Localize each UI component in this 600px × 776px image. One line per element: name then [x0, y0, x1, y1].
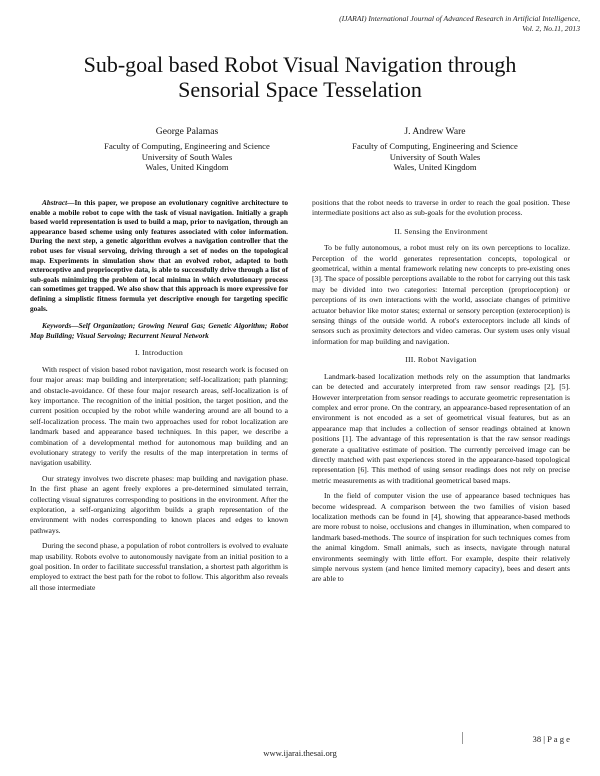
author-location: Wales, United Kingdom — [393, 162, 477, 173]
journal-header — [220, 14, 580, 33]
right-column — [312, 198, 570, 590]
author-university: University of South Wales — [141, 151, 233, 162]
intro-paragraph-1: With respect of vision based robot navigation, most research work is focused on four major areas: map building and interpretation; self-localization; path planning; and obstacle-avoidance. Of these four major research areas, self-localization is of key importance. The recognition of the initial position, the target position, and the current position occupied by the robot while wandering around are all bound to a self-localization process. The main two approaches used for robot localization are landmark based and appearance based techniques. In this paper, we describe a combination of a developmental method for autonomous map building and an evolutionary strategy to verify the results of the map interpretation in terms of navigation usability. — [30, 364, 288, 468]
navigation-paragraph-1: Landmark-based localization methods rely on the assumption that landmarks can be detected and accurately interpreted from raw sensor readings [2], [5]. However interpretation from sensor readings to accurate geometric representation is complex and error prone. On the contrary, an appearance-based representation of an environment is not encoded as a set of geometrical visual features, but as an appearance map that includes a collection of sensor readings obtained at known positions [1]. The advantage of this representation is that the raw sensor readings generate a qualitative estimate of position. The currently perceived image can be directly matched with past experiences stored in the appearance-based topological representation [6]. This method of using sensor readings does not rely on precise metric measurements as with traditional geometrical based maps. — [312, 371, 570, 485]
journal-name: (IJARAI) International Journal of Advanced Research in Artificial Intelligence, — [339, 14, 580, 23]
author-name: George Palamas — [155, 126, 219, 137]
abstract-text: —In this paper, we propose an evolutionary cognitive architecture to enable a mobile robot to cope with the task of visual navigation. Initially a graph based world representation is used to build a map, prior to navigation, through an appearance based scheme using only features associated with color information. During the next step, a genetic algorithm evolves a navigation controller that the robot uses for visual servoing, driving through a set of nodes on the topological map. Experiments in simulation show that an evolved robot, adapted to both exteroceptive and proprioceptive data, is able to successfully drive through a list of sub-goals minimizing the problem of local minima in which evolutionary process can sometimes get trapped. We also show that this approach is more expressive for defining a simplistic fitness formula yet descriptive enough for targeting specific goals. — [30, 198, 288, 313]
navigation-paragraph-2: In the field of computer vision the use of appearance based techniques has become widespread. A comparison between the two families of vision based localization methods can be found in [4], showing that appearance-based methods are more robust to noise, occlusions and changes in illumination, when compared to landmark based-methods. The source of inspiration for such techniques comes from the animal kingdom. Small animals, such as insects, navigate through natural environments seemingly with little effort. For example, despite their relatively simple nervous system (and hence limited memory capacity), bees and desert ants are able to — [312, 491, 570, 584]
intro-paragraph-3: During the second phase, a population of robot controllers is evolved to evaluate map usability. Robots evolve to autonomously navigate from an initial position to a goal position. In order to facilitate successful translation, a shortest path algorithm is employed to extract the best path for the robot to follow. This algorithm also reveals all those intermediate — [30, 541, 288, 592]
paper-title — [30, 52, 570, 102]
author-department: Faculty of Computing, Engineering and Science — [352, 140, 518, 151]
abstract — [30, 198, 288, 313]
intro-continuation: positions that the robot needs to traverse in order to reach the goal position. These intermediate positions act also as sub-goals for the evolution process. — [312, 198, 570, 218]
author-location: Wales, United Kingdom — [145, 162, 229, 173]
footer-url: www.ijarai.thesai.org — [263, 748, 337, 758]
section-heading-navigation: III. Robot Navigation — [405, 355, 477, 365]
title-line-2: Sensorial Space Tesselation — [178, 77, 422, 102]
author-block-2 — [310, 127, 560, 173]
abstract-label: Abstract — [42, 198, 68, 207]
intro-paragraph-2: Our strategy involves two discrete phases: map building and navigation phase. In the first phase an agent freely explores a pre-determined simulated terrain, collecting visual signatures corresponding to positions in the environment. After the exploration, a self-organizing algorithm builds a graph representation of the environment with nodes corresponding to known places and edges to known pathways. — [30, 473, 288, 535]
journal-volume: Vol. 2, No.11, 2013 — [522, 23, 580, 33]
author-department: Faculty of Computing, Engineering and Science — [104, 140, 270, 151]
section-heading-sensing: II. Sensing the Environment — [394, 226, 488, 236]
section-heading-introduction: I. Introduction — [134, 348, 184, 358]
sensing-paragraph: To be fully autonomous, a robot must rely on its own perceptions to localize. Perception of the world generates representation concepts, topological or geometrical, within a mental framework relating new concepts to pre-existing ones [3]. The space of possible perceptions available to the robot for carrying out this task may be divided into two categories: Internal perception (proprioception) or perceptions of its own interactions with the world, associate changes of primitive actuator behavior like motor states; external or sensory perception (exteroception) is sensing things of the outside world. A robot's exteroceptors include all kinds of sensors such as proximity detectors and video cameras. Our system uses only visual information for map building and navigation. — [312, 243, 570, 346]
author-university: University of South Wales — [389, 151, 481, 162]
author-block-1 — [62, 127, 312, 173]
page-number: 38 | P a g e — [532, 734, 570, 744]
author-name: J. Andrew Ware — [404, 126, 466, 137]
title-line-1: Sub-goal based Robot Visual Navigation through — [83, 52, 517, 77]
keywords: Keywords—Self Organization; Growing Neural Gas; Genetic Algorithm; Robot Map Building; Visual Servoing; Recurrent Neural Network — [30, 321, 288, 340]
footer-divider — [462, 732, 463, 744]
left-column — [30, 198, 288, 598]
